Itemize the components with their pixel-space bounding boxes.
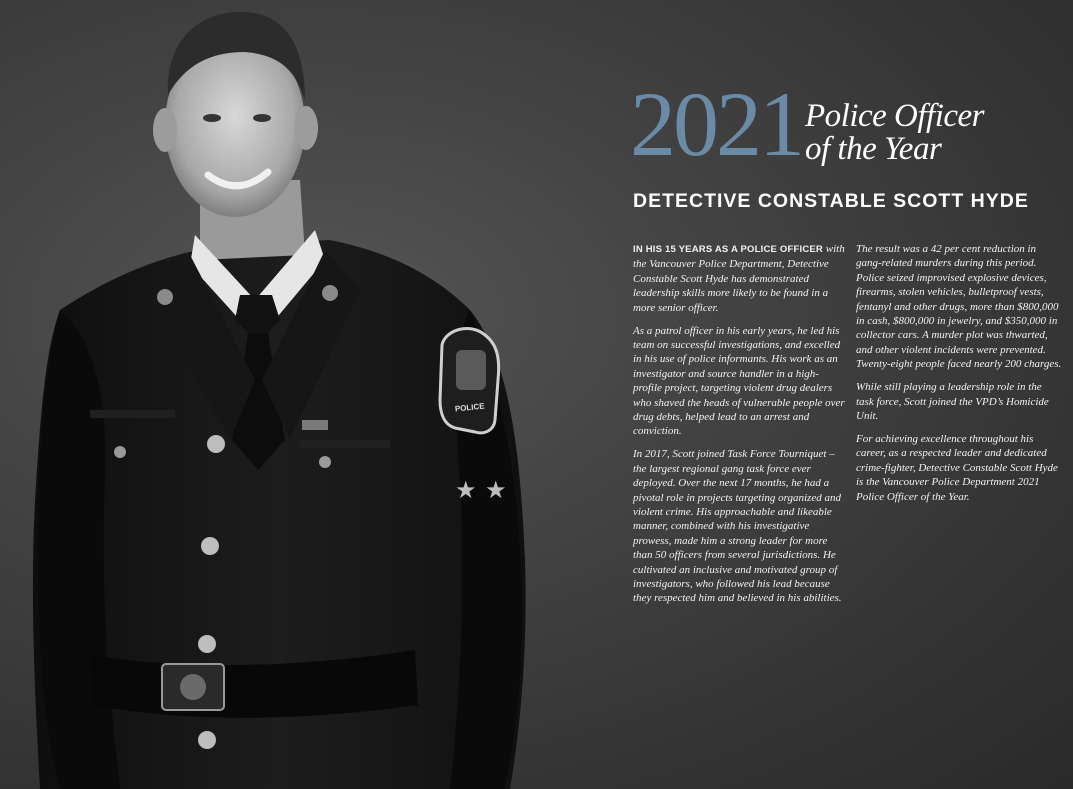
name-bar [302, 420, 328, 430]
paragraph: The result was a 42 per cent reduction in gang-related murders during this period. Police seized improvised explosive devices, firearms, stolen vehicles, bulletproof vests, fentanyl and other drugs, more than $800,000 in cash, $800,000 in jewelry, and $350,000 in collector cars. A murder plot was thwarted, and other violent incidents were prevented. Twenty-eight people faced nearly 200 charges. [856, 243, 1062, 371]
title-line-2: of the Year [805, 131, 942, 167]
jacket-button [198, 635, 216, 653]
paragraph: In 2017, Scott joined Task Force Tourniquet – the largest regional gang task force ever deployed. Over the next 17 months, he had a pivotal role in projects targeting organized and violent crime. His approachable and likeable manner, combined with his investigative prowess, made him a strong leader for more than 50 officers from several jurisdictions. He cultivated an inclusive and motivated group of investigators, who followed his lead because they respected him and believed in his abilities. [633, 448, 842, 605]
paragraph: As a patrol officer in his early years, he led his team on successful investigations, and excelled in his use of police informants. His work as an investigator and source handler in a high-profile project, targeting violent drug dealers who shaved the heads of vulnerable people over drug debts, helped lead to an arrest and conviction. [633, 324, 845, 438]
jacket-button [198, 731, 216, 749]
paragraph: While still playing a leadership role in the task force, Scott joined the VPD’s Homicide Unit. [856, 381, 1049, 422]
officer-name-heading: DETECTIVE CONSTABLE SCOTT HYDE [633, 190, 1029, 212]
jacket-button [207, 435, 225, 453]
paragraph: For achieving excellence throughout his career, as a respected leader and dedicated crime-fighter, Detective Constable Scott Hyde is the Vancouver Police Department 2021 Police Officer of the Year. [856, 432, 1058, 503]
article-column-1 [633, 242, 845, 614]
police-shoulder-patch [440, 328, 499, 432]
lead-in: IN HIS 15 YEARS AS A POLICE OFFICER [633, 244, 823, 255]
article-column-2 [856, 242, 1062, 512]
year-heading: 2021 [630, 73, 802, 175]
patch-text: POLICE [454, 401, 486, 414]
paragraph-text: with the Vancouver Police Department, Detective Constable Scott Hyde has demonstrated leadership skills more likely to be found in a more senior officer. [633, 243, 845, 314]
rank-star-icon: ★ [455, 476, 477, 504]
jacket-button [201, 537, 219, 555]
title-line-1: Police Officer [805, 98, 985, 134]
rank-star-icon: ★ [485, 476, 507, 504]
paragraph [633, 242, 845, 315]
